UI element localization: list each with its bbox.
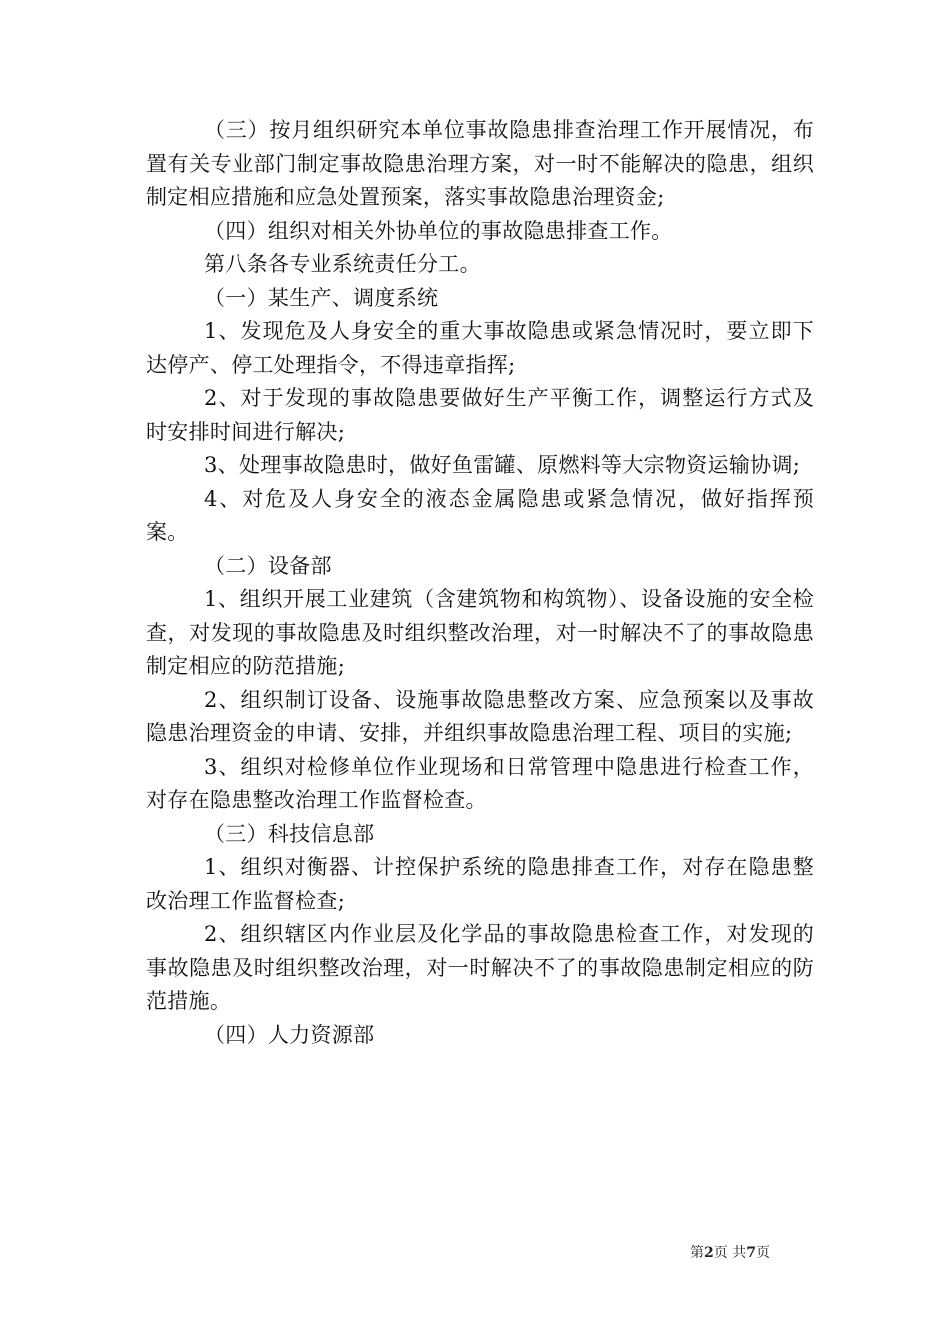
paragraph: 3、组织对检修单位作业现场和日常管理中隐患进行检查工作，对存在隐患整改治理工作监督检查。: [146, 754, 814, 812]
paragraph: （四）人力资源部: [204, 1022, 375, 1047]
paragraph: （三）科技信息部: [204, 821, 375, 846]
total-pages-number: 7: [746, 1245, 756, 1261]
paragraph: 2、组织辖区内作业层及化学品的事故隐患检查工作，对发现的事故隐患及时组织整改治理，对一时解决不了的事故隐患制定相应的防范措施。: [146, 922, 814, 1013]
page-footer: [690, 1244, 770, 1262]
paragraph: 2、组织制订设备、设施事故隐患整改方案、应急预案以及事故隐患治理资金的申请、安排，并组织事故隐患治理工程、项目的实施;: [146, 687, 814, 745]
footer-suffix: 页: [755, 1245, 770, 1261]
paragraph: 4、对危及人身安全的液态金属隐患或紧急情况，做好指挥预案。: [146, 486, 814, 544]
paragraph: （四）组织对相关外协单位的事故隐患排查工作。: [204, 218, 673, 243]
current-page-number: 2: [704, 1245, 714, 1261]
paragraph: （一）某生产、调度系统: [204, 285, 439, 310]
paragraph: 1、组织开展工业建筑（含建筑物和构筑物）、设备设施的安全检查，对发现的事故隐患及时组织整改治理，对一时解决不了的事故隐患制定相应的防范措施;: [146, 587, 814, 678]
paragraph: 1、组织对衡器、计控保护系统的隐患排查工作，对存在隐患整改治理工作监督检查;: [146, 855, 814, 913]
paragraph: 3、处理事故隐患时，做好鱼雷罐、原燃料等大宗物资运输协调;: [204, 453, 801, 477]
paragraph: （二）设备部: [204, 553, 332, 578]
paragraph: 2、对于发现的事故隐患要做好生产平衡工作，调整运行方式及时安排时间进行解决;: [146, 386, 814, 444]
document-body: [146, 114, 814, 1052]
paragraph: 第八条各专业系统责任分工。: [204, 252, 481, 276]
footer-prefix: 第: [690, 1245, 704, 1261]
paragraph: 1、发现危及人身安全的重大事故隐患或紧急情况时，要立即下达停产、停工处理指令，不得违章指挥;: [146, 319, 814, 377]
paragraph: （三）按月组织研究本单位事故隐患排查治理工作开展情况，布置有关专业部门制定事故隐患治理方案，对一时不能解决的隐患，组织制定相应措施和应急处置预案，落实事故隐患治理资金;: [146, 118, 814, 209]
footer-middle: 页 共: [713, 1245, 747, 1261]
